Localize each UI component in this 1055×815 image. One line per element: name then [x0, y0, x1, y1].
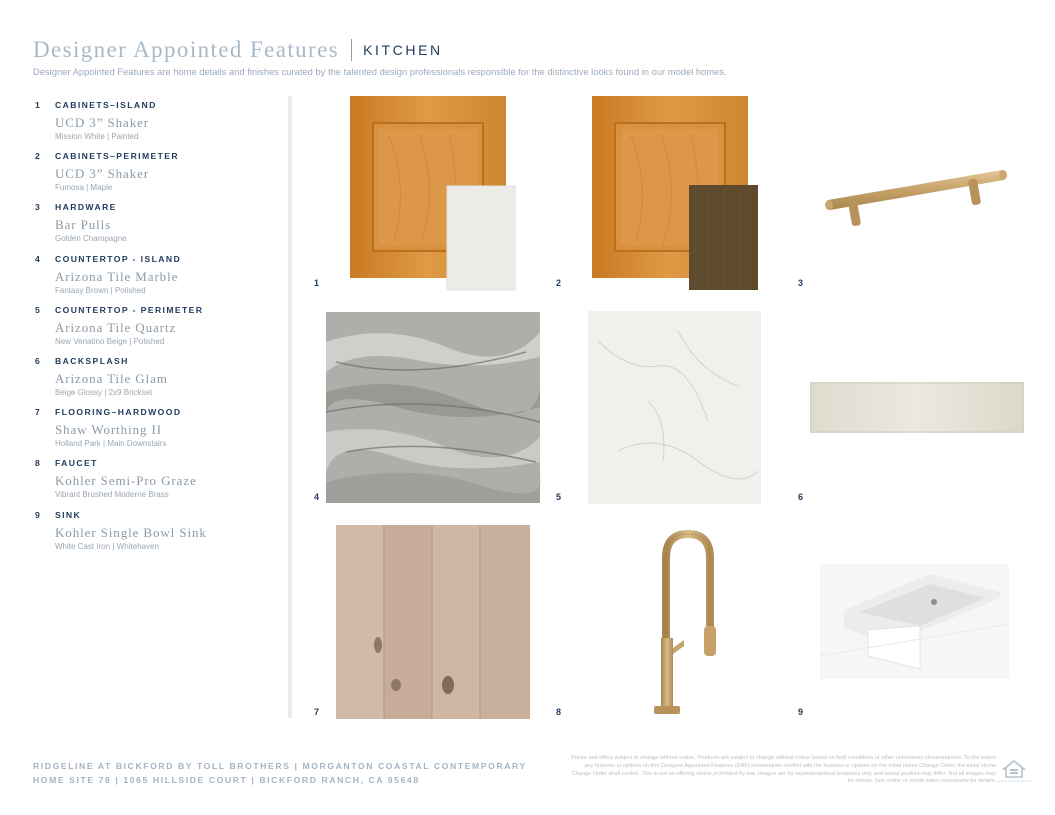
- spec-number: 8: [35, 458, 40, 469]
- hardwood-floor-swatch: [336, 525, 530, 719]
- spec-product-name: Kohler Semi-Pro Graze: [55, 473, 197, 489]
- spec-detail: Beige Glossy | 2x9 Brickset: [55, 387, 153, 397]
- grid-number-8: 8: [556, 707, 562, 717]
- grid-number-1: 1: [314, 278, 320, 288]
- spec-product-name: Arizona Tile Marble: [55, 268, 179, 284]
- spec-category: FAUCET: [55, 458, 98, 469]
- spec-product-name: Shaw Worthing II: [55, 422, 162, 438]
- grid-number-7: 7: [314, 707, 320, 717]
- marble-countertop-swatch: [326, 312, 540, 503]
- grid-number-3: 3: [798, 278, 804, 288]
- spec-product-name: UCD 3” Shaker: [55, 115, 150, 130]
- spec-item-countertop-island: [35, 254, 285, 305]
- spec-list: [35, 100, 285, 561]
- spec-category: BACKSPLASH: [55, 355, 129, 366]
- spec-detail: Fumosa | Maple: [55, 183, 113, 193]
- spec-category: SINK: [55, 509, 82, 520]
- spec-category: COUNTERTOP - ISLAND: [55, 253, 182, 264]
- footer-community: RIDGELINE AT BICKFORD BY TOLL BROTHERS | MORGANTON COASTAL CONTEMPORARY: [33, 761, 527, 771]
- spec-category: CABINETS–ISLAND: [55, 100, 157, 110]
- spec-number: 9: [35, 509, 40, 520]
- spec-detail: White Cast Iron | Whitehaven: [55, 541, 159, 551]
- bar-pull-icon: [820, 160, 1010, 230]
- title-divider: [351, 39, 352, 61]
- room-label: KITCHEN: [363, 42, 443, 58]
- spec-detail: Holland Park | Main Downstairs: [55, 439, 167, 449]
- spec-category: HARDWARE: [55, 202, 117, 213]
- spec-category: COUNTERTOP - PERIMETER: [55, 304, 204, 315]
- spec-detail: New Venatino Beige | Polished: [55, 336, 165, 346]
- faucet-icon: [640, 528, 722, 718]
- spec-number: 2: [35, 151, 40, 162]
- quartz-countertop-swatch: [588, 311, 761, 504]
- sink-icon: [820, 564, 1009, 679]
- spec-detail: Mission White | Painted: [55, 132, 139, 141]
- spec-number: 1: [35, 100, 40, 110]
- spec-product-name: Arizona Tile Quartz: [55, 319, 177, 335]
- spec-item-countertop-perimeter: [35, 305, 285, 356]
- spec-category: FLOORING–HARDWOOD: [55, 407, 182, 418]
- equal-housing-text: EQUAL HOUSING OPPORTUNITY: [996, 780, 1032, 783]
- grid-number-5: 5: [556, 492, 562, 502]
- spec-item-faucet: [35, 458, 285, 509]
- vertical-divider: [288, 96, 292, 718]
- spec-category: CABINETS–PERIMETER: [55, 151, 180, 162]
- grid-number-4: 4: [314, 492, 320, 502]
- spec-number: 3: [35, 202, 40, 213]
- cabinet-perimeter-swatch: [591, 96, 759, 290]
- spec-item-backsplash: [35, 356, 285, 407]
- equal-housing-icon: [996, 759, 1032, 783]
- grid-number-9: 9: [798, 707, 804, 717]
- spec-item-sink: [35, 510, 285, 561]
- grid-number-2: 2: [556, 278, 562, 288]
- grid-number-6: 6: [798, 492, 804, 502]
- spec-product-name: Arizona Tile Glam: [55, 370, 168, 386]
- spec-product-name: Bar Pulls: [55, 217, 112, 233]
- spec-item-cabinets-perimeter: [35, 151, 285, 202]
- spec-item-cabinets-island: [35, 100, 285, 151]
- spec-detail: Fantasy Brown | Polished: [55, 285, 146, 295]
- page-header: [33, 36, 443, 62]
- footer-homesite: HOME SITE 78 | 1065 HILLSIDE COURT | BICKFORD RANCH, CA 95648: [33, 775, 420, 785]
- spec-detail: Vibrant Brushed Moderne Brass: [55, 490, 169, 500]
- spec-product-name: UCD 3” Shaker: [55, 166, 150, 182]
- spec-number: 5: [35, 304, 40, 315]
- spec-number: 4: [35, 253, 40, 264]
- spec-number: 6: [35, 355, 40, 366]
- backsplash-tile-swatch: [810, 382, 1024, 433]
- page-title: Designer Appointed Features: [33, 37, 340, 62]
- spec-item-hardware: [35, 202, 285, 253]
- spec-item-flooring: [35, 407, 285, 458]
- legal-disclaimer: Prices and offers subject to change without notice. Products are subject to change without notice based on field conditions or other unforeseen circumstances. To the extent any features or options on this Designer Appointed Features (DAF) presentation conflict with the features or options on the initial Home Change Order, the initial Home Change Order shall control. This is not an offering where prohibited by law. Images are for representational purposes only and actual product may differ. Not all images may be shown. See online or onsite sales consultants for details.: [571, 755, 996, 785]
- spec-detail: Golden Champagne: [55, 234, 127, 244]
- page-subtitle: Designer Appointed Features are home details and finishes curated by the talented design professionals responsible for the distinctive looks found in our model homes.: [33, 66, 727, 77]
- spec-product-name: Kohler Single Bowl Sink: [55, 524, 207, 540]
- cabinet-island-swatch: [349, 96, 517, 290]
- footer-address: [33, 759, 527, 787]
- spec-number: 7: [35, 407, 40, 418]
